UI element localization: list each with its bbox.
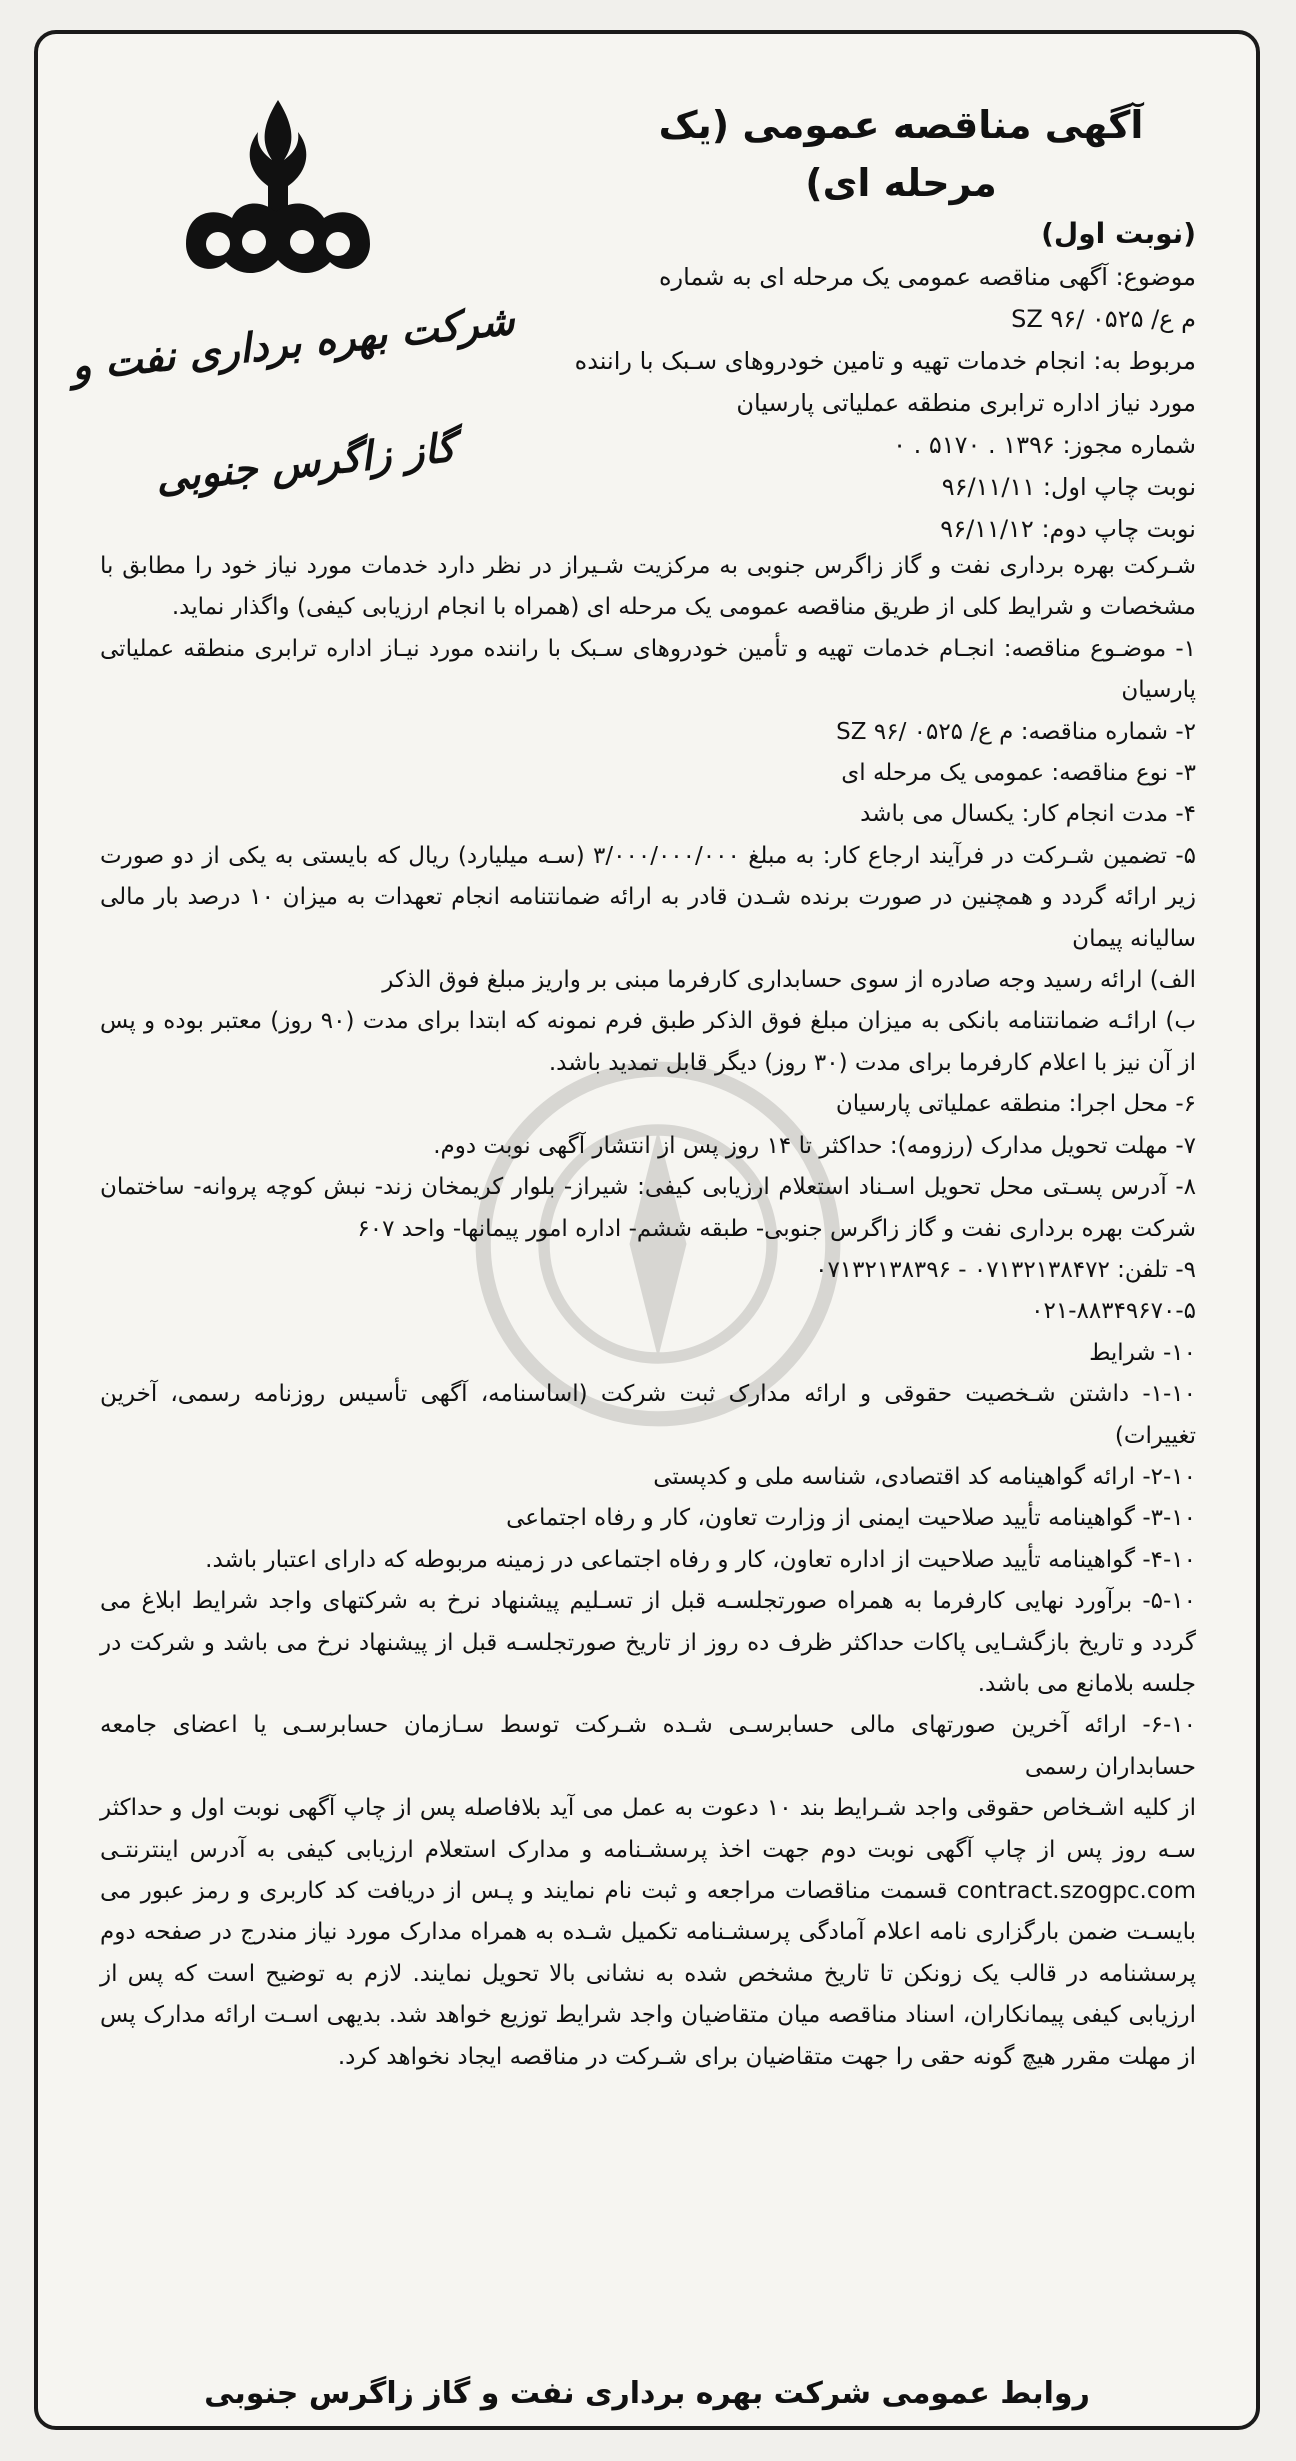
condition-10-4: ۴-۱۰- گواهینامه تأیید صلاحیت از اداره تعاون، کار و رفاه اجتماعی در زمینه مربوطه که دارای اعتبار باشد. — [205, 1546, 1196, 1573]
tender-number: م ع/ ۰۵۲۵ /۹۶ SZ — [1011, 305, 1196, 333]
ad-frame — [34, 30, 1260, 2430]
item-10-conditions: ۱۰- شرایط — [1089, 1339, 1196, 1366]
flame-logo-icon — [168, 94, 388, 294]
item-9-phone: ۹- تلفن: ۰۷۱۳۲۱۳۸۴۷۲ - ۰۷۱۳۲۱۳۸۳۹۶ — [815, 1256, 1196, 1283]
item-7-deadline: ۷- مهلت تحویل مدارک (رزومه): حداکثر تا ۱۴ روز پس از انتشار آگهی نوبت دوم. — [433, 1132, 1196, 1159]
item-2-number: ۲- شماره مناقصه: م ع/ ۰۵۲۵ /۹۶ SZ — [836, 718, 1196, 745]
related-line-1: مربوط به: انجام خدمات تهیه و تامین خودروهای سـبک با راننده — [574, 347, 1196, 375]
condition-10-6: ۶-۱۰- ارائه آخرین صورتهای مالی حسابرسـی شـده شـرکت توسط سـازمان حسابرسـی یا اعضای جامعه حسابداران رسمی — [100, 1712, 1196, 1780]
ad-title: آگهی مناقصه عمومی (یک مرحله ای) — [658, 103, 1144, 205]
ad-header — [476, 96, 1196, 550]
item-4-duration: ۴- مدت انجام کار: یکسال می باشد — [860, 801, 1196, 828]
second-print-date: نوبت چاپ دوم: ۹۶/۱۱/۱۲ — [940, 515, 1196, 543]
item-5b: ب) ارائـه ضمانتنامه بانکی به میزان مبلغ فوق الذکر طبق فرم نمونه که ابتدا برای مدت (۹۰ روز) معتبر بوده و پس از آن نیز با اعلام کارفرما برای مدت (۳۰ روز) دیگر قابل تمدید باشد. — [100, 1008, 1196, 1076]
footer-signature: روابط عمومی شرکت بهره برداری نفت و گاز زاگرس جنوبی — [204, 2376, 1090, 2411]
related-line-2: مورد نیاز اداره ترابری منطقه عملیاتی پارسیان — [736, 389, 1196, 417]
condition-10-5: ۵-۱۰- برآورد نهایی کارفرما به همراه صورتجلسـه قبل از تسـلیم پیشنهاد نرخ به شرکتهای واجد شرایط ابلاغ می گردد و تاریخ بازگشـایی پاکات حداکثر ظرف ده روز از تاریخ صورتجلسـه قبل از پیشنهاد نرخ می باشد و شرکت در جلسه بلامانع می باشد. — [100, 1588, 1196, 1697]
item-5a: الف) ارائه رسید وجه صادره از سوی حسابداری کارفرما مبنی بر واریز مبلغ فوق الذکر — [382, 967, 1196, 994]
condition-10-2: ۲-۱۰- ارائه گواهینامه کد اقتصادی، شناسه ملی و کدپستی — [653, 1463, 1196, 1490]
item-5-guarantee: ۵- تضمین شـرکت در فرآیند ارجاع کار: به مبلغ ۳/۰۰۰/۰۰۰/۰۰۰ (سـه میلیارد) ریال که بایستی به یکی از دو صورت زیر ارائه گردد و همچنین در صورت برنده شـدن قادر به ارائه ضمانتنامه انجام تعهدات به میزان ۱۰ درصد بار مالی سالیانه پیمان — [100, 842, 1196, 952]
permit-number: شماره مجوز: ۱۳۹۶ . ۵۱۷۰ . ۰ — [893, 431, 1196, 459]
condition-10-3: ۳-۱۰- گواهینامه تأیید صلاحیت ایمنی از وزارت تعاون، کار و رفاه اجتماعی — [506, 1505, 1196, 1532]
item-3-type: ۳- نوع مناقصه: عمومی یک مرحله ای — [841, 760, 1196, 787]
first-print-date: نوبت چاپ اول: ۹۶/۱۱/۱۱ — [941, 473, 1196, 501]
ad-body — [100, 546, 1196, 2078]
item-1-subject: ۱- موضـوع مناقصه: انجـام خدمات تهیه و تأمین خودروهای سـبک با راننده مورد نیـاز اداره ترابری منطقه عملیاتی پارسیان — [100, 635, 1196, 704]
condition-10-1: ۱-۱۰- داشتن شـخصیت حقوقی و ارائه مدارک ثبت شرکت (اساسنامه، آگهی تأسیس روزنامه رسمی، آخرین تغییرات) — [100, 1381, 1196, 1449]
item-6-location: ۶- محل اجرا: منطقه عملیاتی پارسیان — [835, 1091, 1196, 1118]
item-8-address: ۸- آدرس پسـتی محل تحویل اسـناد استعلام ارزیابی کیفی: شیراز- بلوار کریمخان زند- نبش کوچه پروانه- ساختمان شرکت بهره برداری نفت و گاز زاگرس جنوبی- طبقه ششم- اداره امور پیمانها- واحد ۶۰۷ — [100, 1174, 1196, 1242]
ad-round: (نوبت اول) — [1041, 217, 1196, 250]
closing-paragraph: از کلیه اشـخاص حقوقی واجد شـرایط بند ۱۰ دعوت به عمل می آید بلافاصله پس از چاپ آگهی نوبت اول و حداکثر سـه روز پس از چاپ آگهی نوبت دوم جهت اخذ پرسشـنامه و مدارک استعلام ارزیابی کیفی به آدرس اینترنتـی contract.szogpc.com قسمت مناقصات مراجعه و ثبت نام نمایند و پـس از دریافت کد کاربری و رمز عبور می بایسـت ضمن بارگزاری نامه اعلام آمادگی پرسشـنامه تکمیل شـده به همراه مدارک مورد نیاز مندرج در صفحه دوم پرسشنامه در قالب یک زونکن تا تاریخ مشخص شده به نشانی بالا تحویل نمایند. لازم به توضیح است که پس از ارزیابی کیفی پیمانکاران، اسناد مناقصه میان متقاضیان واجد شرایط توزیع خواهد شد. بدیهی اسـت ارائه مدارک پس از مهلت مقرر هیچ گونه حقی را جهت متقاضیان برای شـرکت در مناقصه ایجاد نخواهد کرد. — [100, 1795, 1197, 2070]
intro-paragraph: شـرکت بهره برداری نفت و گاز زاگرس جنوبی به مرکزیت شـیراز در نظر دارد خدمات مورد نیاز خود را مطابق با مشخصات و شرایط کلی از طریق مناقصه عمومی یک مرحله ای (همراه با انجام ارزیابی کیفی) واگذار نماید. — [100, 553, 1196, 621]
item-9-phone-2: ۰۲۱-۸۸۳۴۹۶۷۰-۵ — [1031, 1298, 1196, 1325]
company-script-logo: شرکت بهره برداری نفت و گاز زاگرس جنوبی — [69, 296, 517, 502]
ad-subject: موضوع: آگهی مناقصه عمومی یک مرحله ای به شماره — [658, 263, 1196, 291]
